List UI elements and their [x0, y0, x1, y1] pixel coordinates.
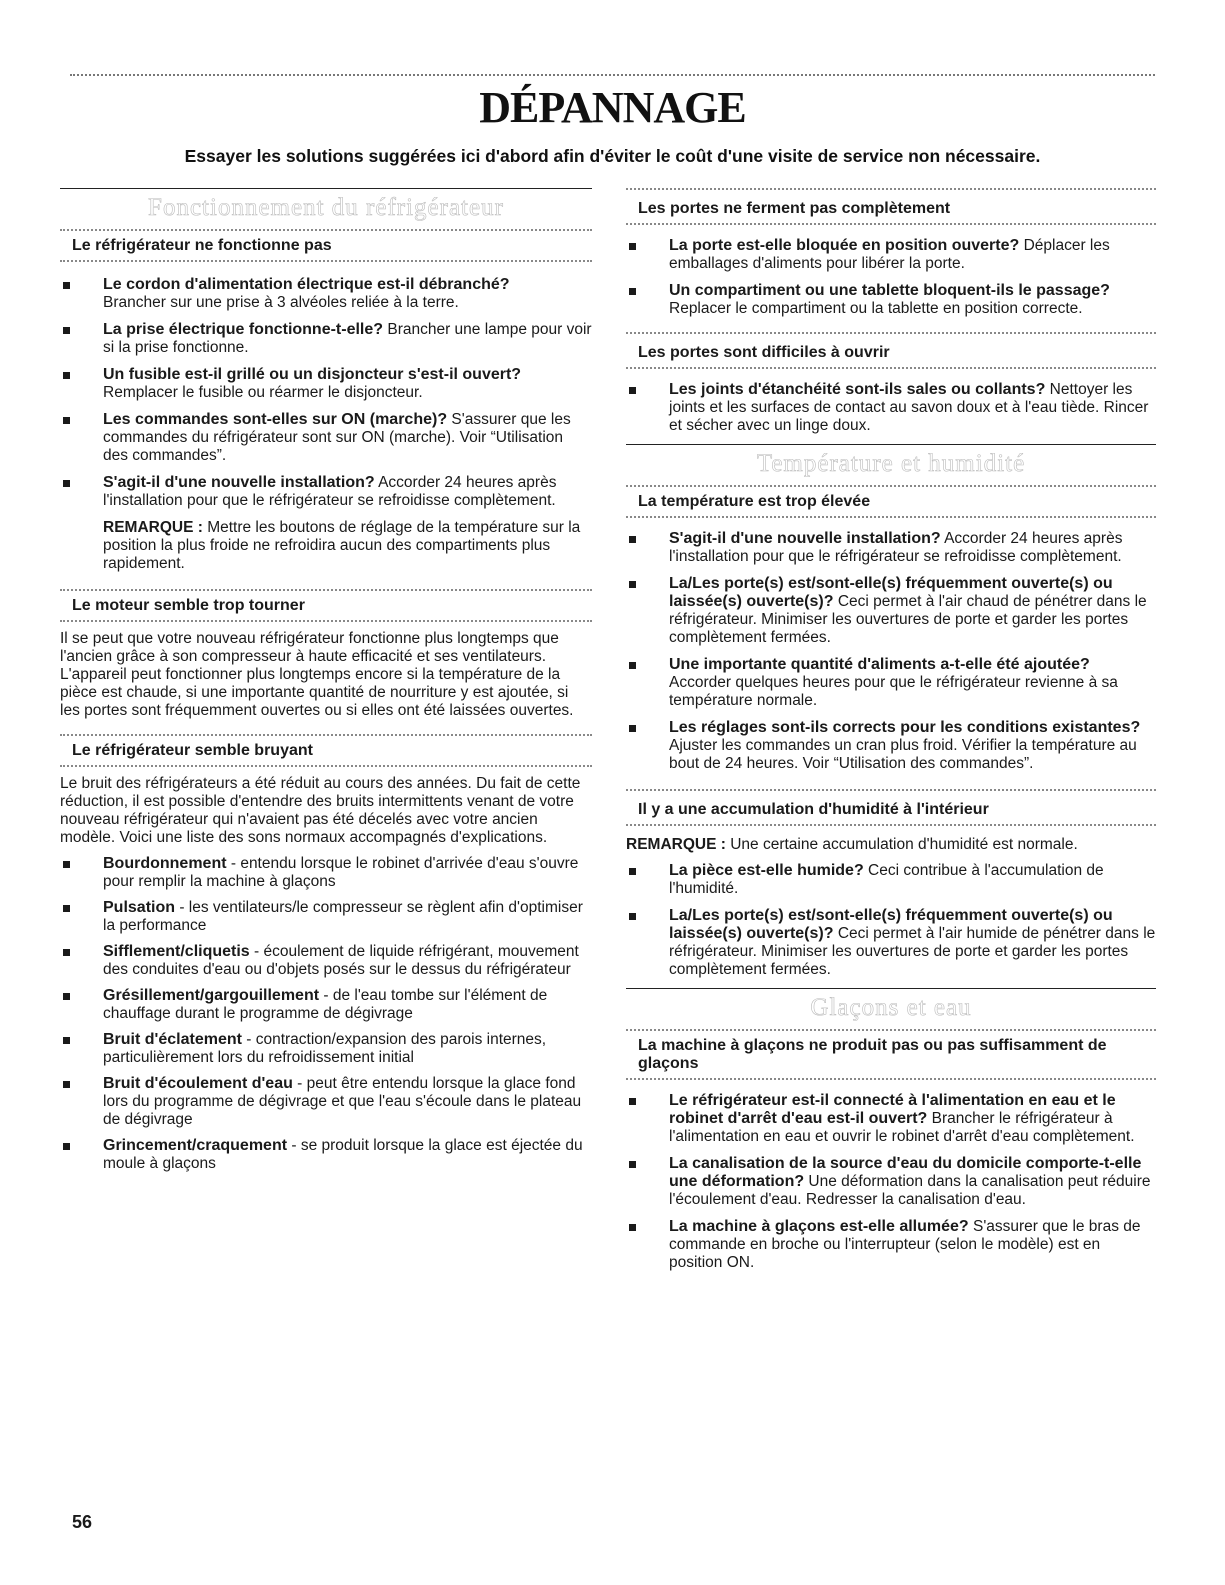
- list-item: Les réglages sont-ils corrects pour les conditions existantes? Ajuster les commandes un cran plus froid. Vérifier la température au bout de 24 heures. Voir “Utilisation des commandes”.: [626, 719, 1156, 773]
- list-item: Le cordon d'alimentation électrique est-il débranché? Brancher sur une prise à 3 alvéoles reliée à la terre.: [60, 276, 592, 312]
- list-item: La/Les porte(s) est/sont-elle(s) fréquemment ouverte(s) ou laissée(s) ouverte(s)? Ceci permet à l'air chaud de pénétrer dans le réfrigérateur. Minimiser les ouvertures de porte et garder les portes complètement fermées.: [626, 575, 1156, 647]
- list-item: Une importante quantité d'aliments a-t-elle été ajoutée? Accorder quelques heures pour que le réfrigérateur revienne à sa température normale.: [626, 656, 1156, 710]
- list-item: Grincement/craquement - se produit lorsque la glace est éjectée du moule à glaçons: [60, 1137, 592, 1173]
- list-item: La porte est-elle bloquée en position ouverte? Déplacer les emballages d'aliments pour libérer la porte.: [626, 237, 1156, 273]
- list-item: Le réfrigérateur est-il connecté à l'alimentation en eau et le robinet d'arrêt d'eau est-il ouvert? Brancher le réfrigérateur à l'alimentation en eau et ouvrir le robinet d'arrêt d'eau complètement.: [626, 1092, 1156, 1146]
- section-title-temperature: Température et humidité: [756, 450, 1026, 477]
- paragraph: Il se peut que votre nouveau réfrigérateur fonctionne plus longtemps que l'ancien grâce à son compresseur à haute efficacité et ses ventilateurs. L'appareil peut fonctionner plus longtemps encore si la température de la pièce est chaude, si une importante quantité de nourriture y est ajoutée, si les portes sont fréquemment ouvertes ou si elles ont été laissées ouvertes.: [60, 630, 574, 719]
- list-item: Bourdonnement - entendu lorsque le robinet d'arrivée d'eau s'ouvre pour remplir la machine à glaçons: [60, 855, 592, 891]
- problem-rule: [626, 789, 1156, 791]
- problem-rule: [60, 589, 592, 591]
- problem-rule: [60, 260, 592, 262]
- problem-title: Les portes ne ferment pas complètement: [638, 200, 951, 217]
- list-item: La pièce est-elle humide? Ceci contribue à l'accumulation de l'humidité.: [626, 862, 1156, 898]
- list-item: La/Les porte(s) est/sont-elle(s) fréquemment ouverte(s) ou laissée(s) ouverte(s)? Ceci permet à l'air humide de pénétrer dans le réfrigérateur. Minimiser les ouvertures de porte et garder les portes complètement fermées.: [626, 907, 1156, 979]
- list-item: Les joints d'étanchéité sont-ils sales ou collants? Nettoyer les joints et les surfaces de contact au savon doux et à l'eau tiède. Rincer et sécher avec un linge doux.: [626, 381, 1156, 435]
- solution-list: [626, 381, 1156, 435]
- problem-rule: [626, 332, 1156, 334]
- section-rule: [626, 444, 1156, 445]
- problem-rule: [60, 765, 592, 767]
- solution-list: [626, 1092, 1156, 1272]
- paragraph: Le bruit des réfrigérateurs a été réduit au cours des années. Du fait de cette réduction, il est possible d'entendre des bruits intermittents venant de votre nouveau réfrigérateur qui n'avaient pas été décelés avec votre ancien modèle. Voici une liste des sons normaux accompagnés d'explications.: [60, 775, 581, 846]
- list-item: La machine à glaçons est-elle allumée? S'assurer que le bras de commande en broche ou l'interrupteur (selon le modèle) est en position ON.: [626, 1218, 1156, 1272]
- section-title-fonctionnement: Fonctionnement du réfrigérateur: [148, 194, 504, 221]
- list-item: S'agit-il d'une nouvelle installation? Accorder 24 heures après l'installation pour que le réfrigérateur se refroidisse complètement.: [626, 530, 1156, 566]
- solution-list: [626, 862, 1156, 979]
- list-item: Pulsation - les ventilateurs/le compresseur se règlent afin d'optimiser la performance: [60, 899, 592, 935]
- list-item: Grésillement/gargouillement - de l'eau tombe sur l'élément de chauffage durant le programme de dégivrage: [60, 987, 592, 1023]
- problem-rule: [60, 229, 592, 231]
- remark: REMARQUE : Une certaine accumulation d'humidité est normale.: [626, 836, 1078, 853]
- problem-rule: [626, 516, 1156, 518]
- problem-rule: [626, 1078, 1156, 1080]
- section-rule: [626, 988, 1156, 989]
- list-item: Sifflement/cliquetis - écoulement de liquide réfrigérant, mouvement des conduites d'eau ou d'objets posés sur le dessus du réfrigérateur: [60, 943, 592, 979]
- problem-rule: [60, 734, 592, 736]
- page-subtitle: Essayer les solutions suggérées ici d'abord afin d'éviter le coût d'une visite de service non nécessaire.: [184, 146, 1041, 166]
- problem-title: Les portes sont difficiles à ouvrir: [638, 344, 890, 361]
- problem-rule: [626, 188, 1156, 190]
- page-title: DÉPANNAGE: [479, 83, 746, 132]
- left-column: [60, 188, 592, 1181]
- problem-rule: [626, 485, 1156, 487]
- list-item: Un compartiment ou une tablette bloquent-ils le passage? Replacer le compartiment ou la tablette en position correcte.: [626, 282, 1156, 318]
- problem-title: La machine à glaçons ne produit pas ou pas suffisamment de glaçons: [638, 1037, 1107, 1072]
- remark: REMARQUE : Mettre les boutons de réglage de la température sur la position la plus froide ne refroidira aucun des compartiments plus rapidement.: [103, 519, 581, 572]
- list-item: S'agit-il d'une nouvelle installation? Accorder 24 heures après l'installation pour que le réfrigérateur se refroidisse complètement.: [60, 474, 592, 510]
- problem-rule: [626, 824, 1156, 826]
- right-column: [626, 188, 1156, 1281]
- sound-list: [60, 855, 592, 1173]
- list-item: La prise électrique fonctionne-t-elle? Brancher une lampe pour voir si la prise fonctionne.: [60, 321, 592, 357]
- solution-list: [626, 237, 1156, 318]
- list-item: Bruit d'écoulement d'eau - peut être entendu lorsque la glace fond lors du programme de dégivrage et que l'eau s'écoule dans le plateau de dégivrage: [60, 1075, 592, 1129]
- problem-title: La température est trop élevée: [638, 493, 871, 510]
- section-title-glacons: Glaçons et eau: [810, 994, 972, 1021]
- problem-rule: [626, 367, 1156, 369]
- problem-title: Le réfrigérateur semble bruyant: [72, 742, 313, 759]
- top-dotted-rule: [70, 74, 1155, 76]
- problem-rule: [60, 620, 592, 622]
- problem-title: Il y a une accumulation d'humidité à l'intérieur: [638, 801, 989, 818]
- section-rule: [60, 188, 592, 189]
- problem-title: Le moteur semble trop tourner: [72, 597, 305, 614]
- list-item: La canalisation de la source d'eau du domicile comporte-t-elle une déformation? Une déformation dans la canalisation peut réduire l'écoulement d'eau. Redresser la canalisation d'eau.: [626, 1155, 1156, 1209]
- problem-title: Le réfrigérateur ne fonctionne pas: [72, 237, 332, 254]
- list-item: Bruit d'éclatement - contraction/expansion des parois internes, particulièrement lors du refroidissement initial: [60, 1031, 592, 1067]
- problem-rule: [626, 1029, 1156, 1031]
- list-item: Les commandes sont-elles sur ON (marche)? S'assurer que les commandes du réfrigérateur sont sur ON (marche). Voir “Utilisation des commandes”.: [60, 411, 592, 465]
- list-item: Un fusible est-il grillé ou un disjoncteur s'est-il ouvert? Remplacer le fusible ou réarmer le disjoncteur.: [60, 366, 592, 402]
- solution-list: [60, 276, 592, 510]
- solution-list: [626, 530, 1156, 773]
- page-number: 56: [72, 1512, 93, 1532]
- problem-rule: [626, 223, 1156, 225]
